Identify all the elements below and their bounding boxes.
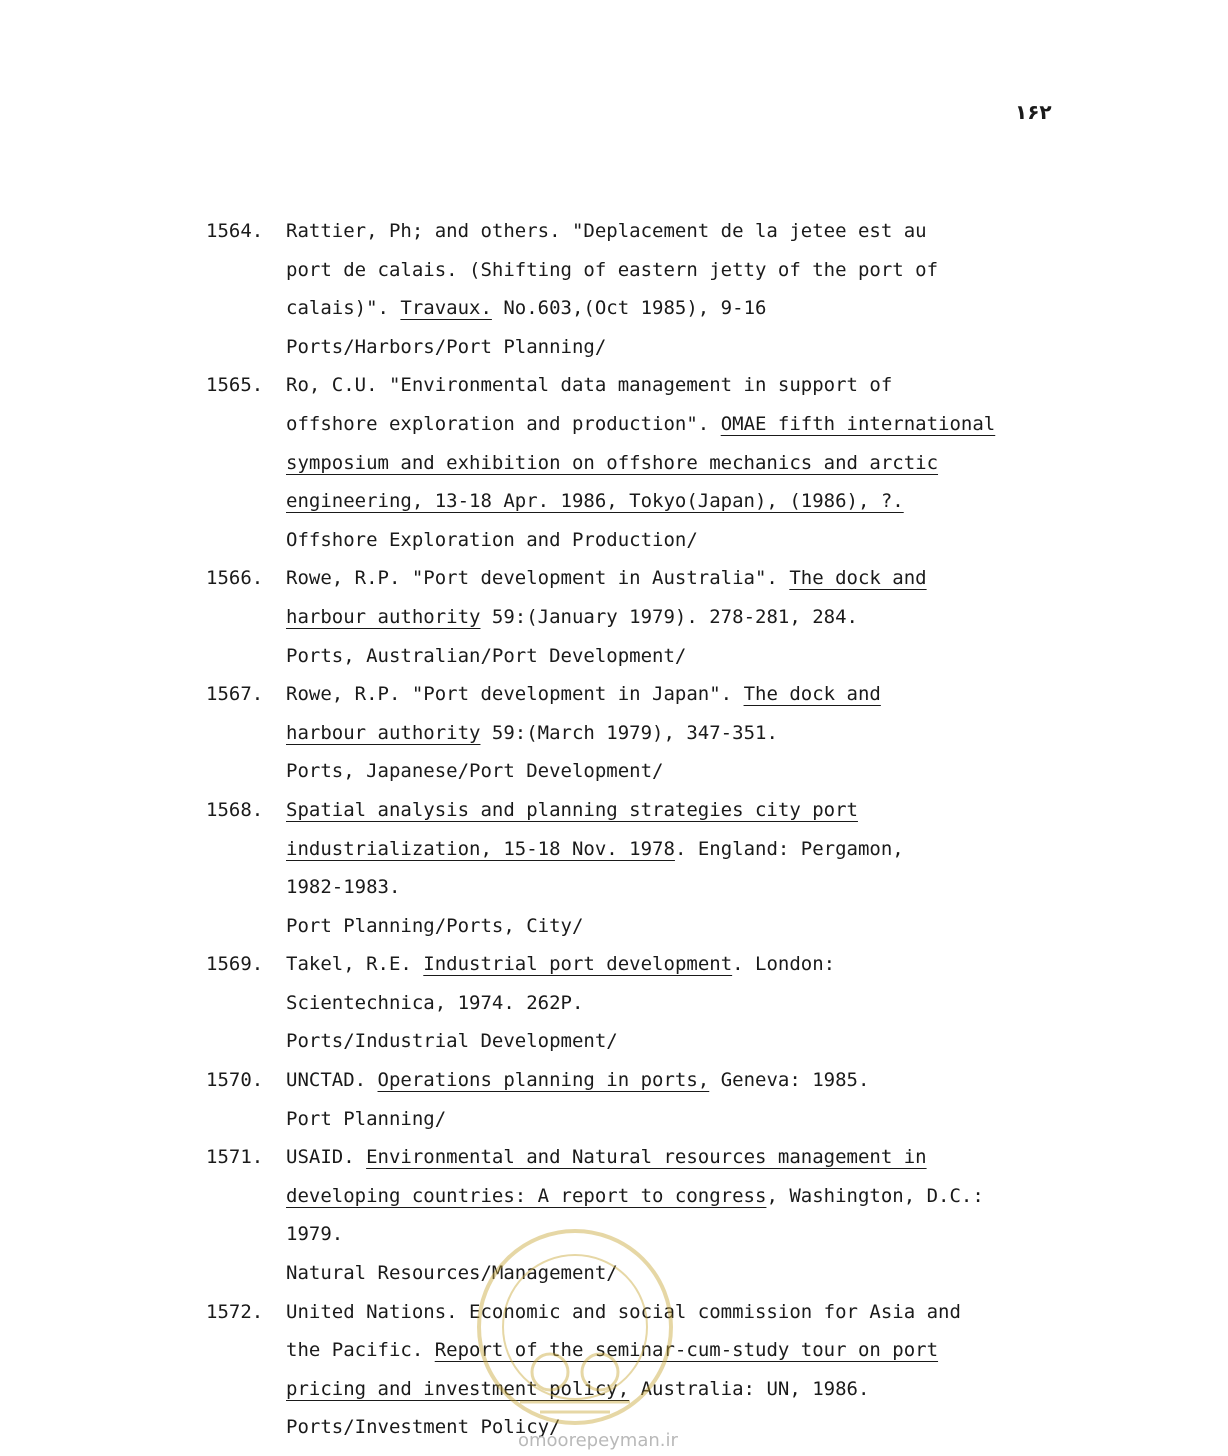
entry-title-segment: OMAE fifth international [720, 412, 996, 435]
entry-line [286, 637, 1106, 676]
entry-number: 1571. [206, 1146, 264, 1169]
entry-text-segment: Geneva: 1985. [709, 1069, 870, 1092]
entry-text-segment: Rowe, R.P. "Port development in Australia". [286, 567, 790, 590]
entry-line [286, 945, 1106, 984]
entry-line [286, 289, 1106, 328]
entry-number: 1567. [206, 683, 264, 706]
entry-text-segment: Ro, C.U. "Environmental data management in support of [286, 374, 893, 397]
entry-line [286, 251, 1106, 290]
entry-text-segment: No.603,(Oct 1985), 9-16 [491, 297, 767, 320]
entry-title-segment: The dock and [743, 683, 881, 706]
entry-number: 1566. [206, 567, 264, 590]
entry-text-segment: offshore exploration and production". [286, 412, 721, 435]
entry-line [286, 714, 1106, 753]
entry-text-segment: calais)". [286, 297, 401, 320]
entry-text-segment: UNCTAD. [286, 1069, 378, 1092]
bibliography-entry [206, 1138, 1106, 1292]
bibliography-entry [206, 1061, 1106, 1138]
entry-text-segment: 1982-1983. [286, 876, 401, 899]
bibliography-entry [206, 366, 1106, 559]
entry-text-segment: Natural Resources/Management/ [286, 1262, 618, 1285]
entry-number: 1572. [206, 1300, 264, 1323]
entry-line [286, 212, 1106, 251]
entry-line [286, 984, 1106, 1023]
entry-title-segment: Travaux. [400, 297, 492, 320]
bibliography-entry [206, 212, 1106, 366]
entry-title-segment: Environmental and Natural resources management in [366, 1146, 927, 1169]
watermark-url: omoorepeyman.ir [518, 1430, 678, 1451]
entry-line [286, 1022, 1106, 1061]
entry-line [286, 1331, 1106, 1370]
entry-text-segment: 59:(January 1979). 278-281, 284. [480, 605, 858, 628]
entry-title-segment: Industrial port development [423, 953, 733, 976]
entry-text-segment: . London: [732, 953, 836, 976]
entry-title-segment: harbour authority [286, 605, 481, 628]
entry-title-segment: Operations planning in ports, [377, 1069, 710, 1092]
bibliography-list [206, 212, 1106, 1447]
entry-number: 1564. [206, 220, 264, 242]
entry-text-segment: Ports/Industrial Development/ [286, 1030, 618, 1053]
entry-line [286, 675, 1106, 714]
entry-line [286, 1138, 1106, 1177]
entry-title-segment: Spatial analysis and planning strategies city port [286, 798, 858, 821]
entry-text-segment: Ports, Japanese/Port Development/ [286, 760, 664, 783]
entry-text-segment: Takel, R.E. [286, 953, 424, 976]
entry-number: 1565. [206, 374, 264, 397]
entry-line [286, 1370, 1106, 1409]
entry-text-segment: Ports, Australian/Port Development/ [286, 644, 687, 667]
entry-title-segment: pricing and investment policy, [286, 1377, 630, 1400]
entry-line [286, 482, 1106, 521]
entry-text-segment: , Washington, D.C.: [766, 1184, 984, 1207]
bibliography-entry [206, 945, 1106, 1061]
entry-text-segment: Port Planning/Ports, City/ [286, 914, 584, 937]
entry-text-segment: United Nations. Economic and social commission for Asia and [286, 1300, 961, 1323]
entry-text-segment: Offshore Exploration and Production/ [286, 528, 698, 551]
entry-text-segment: . England: Pergamon, [674, 837, 904, 860]
entry-line [286, 830, 1106, 869]
bibliography-entry [206, 559, 1106, 675]
entry-text-segment: 1979. [286, 1223, 344, 1246]
entry-title-segment: harbour authority [286, 721, 481, 744]
entry-line [286, 1254, 1106, 1293]
entry-line [286, 868, 1106, 907]
entry-title-segment: Report of the seminar-cum-study tour on port [434, 1339, 939, 1362]
entry-text-segment: Rowe, R.P. "Port development in Japan". [286, 683, 744, 706]
entry-line [286, 328, 1106, 367]
entry-number: 1568. [206, 798, 264, 821]
entry-line [286, 1293, 1106, 1332]
entry-text-segment: Rattier, Ph; and others. "Deplacement de la jetee est au [286, 220, 927, 242]
entry-text-segment: Ports/Investment Policy/ [286, 1416, 561, 1439]
entry-line [286, 366, 1106, 405]
bibliography-entry [206, 1293, 1106, 1447]
entry-title-segment: industrialization, 15-18 Nov. 1978 [286, 837, 675, 860]
entry-number: 1569. [206, 953, 264, 976]
entry-title-segment: developing countries: A report to congress [286, 1184, 767, 1207]
entry-line [286, 1100, 1106, 1139]
entry-title-segment: engineering, 13-18 Apr. 1986, Tokyo(Japan), (1986), ?. [286, 490, 904, 513]
page-number: ۱۶۲ [1015, 100, 1052, 124]
entry-text-segment: 59:(March 1979), 347-351. [480, 721, 778, 744]
entry-text-segment: the Pacific. [286, 1339, 435, 1362]
entry-line [286, 521, 1106, 560]
entry-number: 1570. [206, 1069, 264, 1092]
entry-line [286, 1408, 1106, 1447]
entry-text-segment: Scientechnica, 1974. 262P. [286, 991, 584, 1014]
entry-line [286, 752, 1106, 791]
entry-line [286, 1215, 1106, 1254]
entry-line [286, 907, 1106, 946]
entry-text-segment: Port Planning/ [286, 1107, 447, 1130]
entry-line [286, 444, 1106, 483]
entry-line [286, 405, 1106, 444]
bibliography-entry [206, 791, 1106, 945]
entry-text-segment: port de calais. (Shifting of eastern jetty of the port of [286, 258, 939, 281]
entry-line [286, 559, 1106, 598]
entry-text-segment: Ports/Harbors/Port Planning/ [286, 335, 607, 358]
entry-line [286, 1177, 1106, 1216]
bibliography-entry [206, 675, 1106, 791]
entry-text-segment: USAID. [286, 1146, 367, 1169]
entry-line [286, 791, 1106, 830]
entry-line [286, 598, 1106, 637]
entry-title-segment: symposium and exhibition on offshore mechanics and arctic [286, 451, 939, 474]
entry-line [286, 1061, 1106, 1100]
entry-title-segment: The dock and [789, 567, 927, 590]
entry-text-segment: Australia: UN, 1986. [629, 1377, 870, 1400]
